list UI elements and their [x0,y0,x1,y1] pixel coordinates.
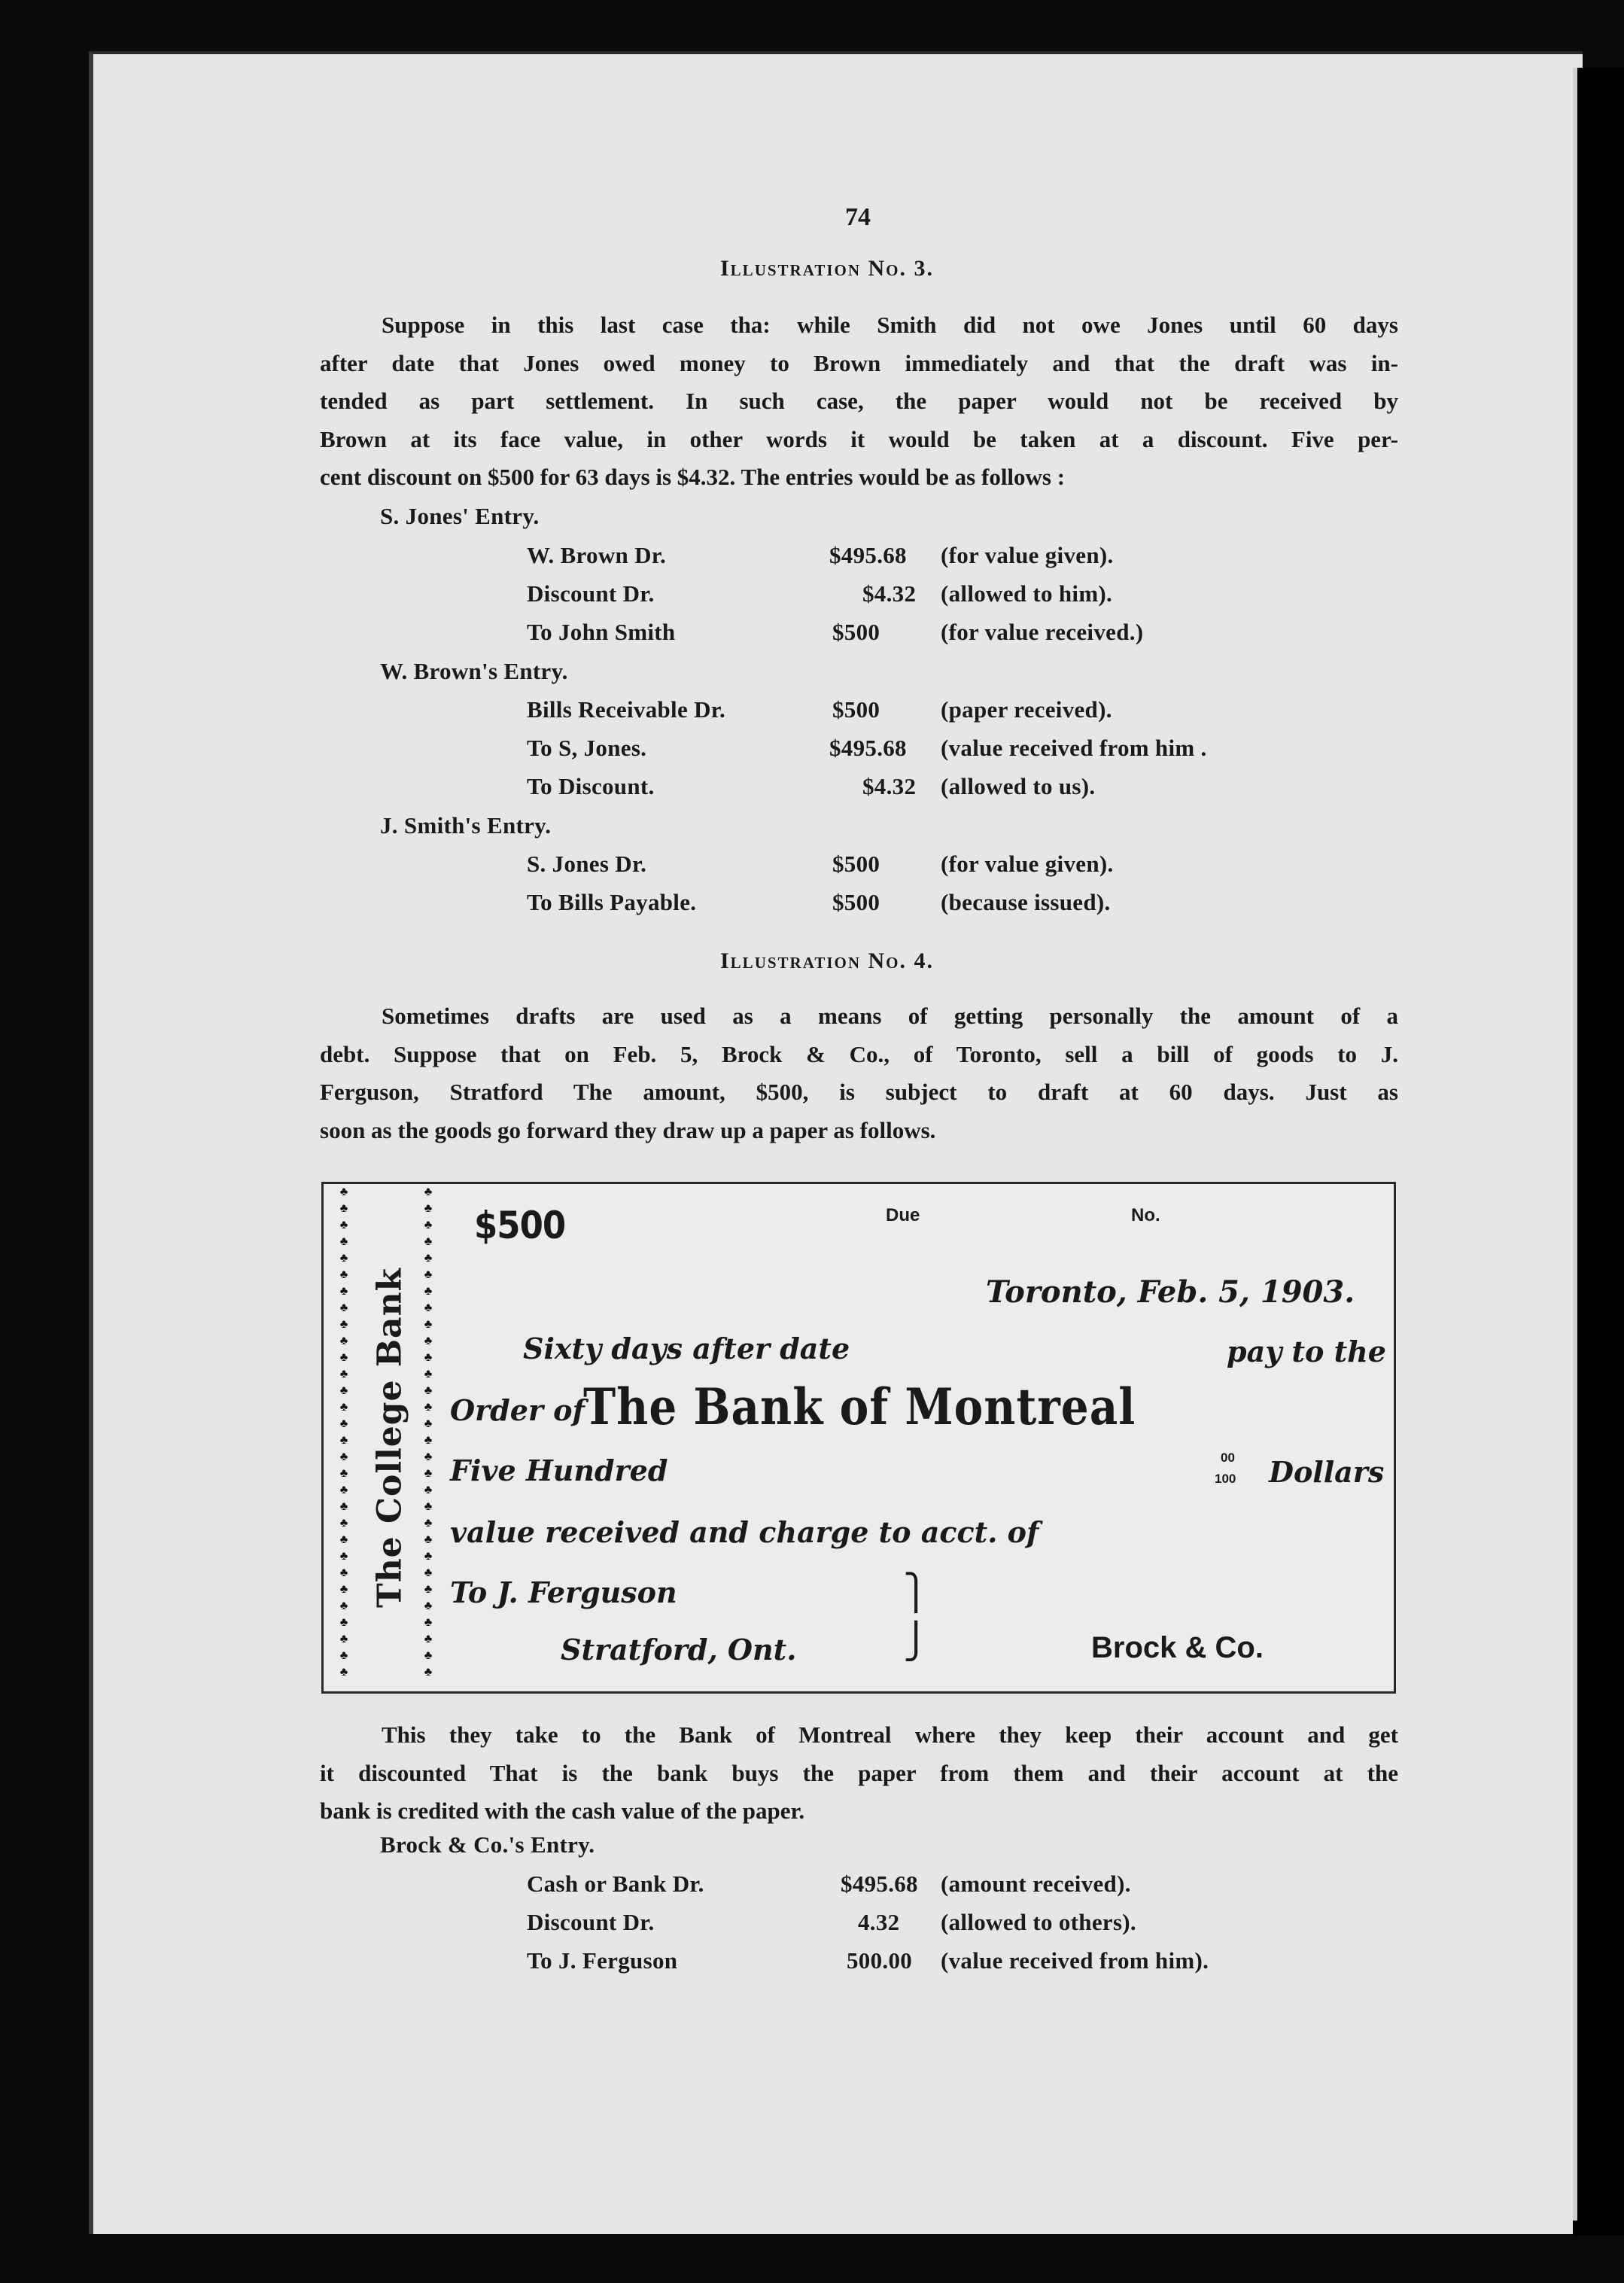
ornament-glyph: ♣ [424,1583,433,1596]
ornament-glyph: ♣ [424,1252,433,1265]
draft-order-of: Order of [450,1393,585,1427]
paragraph-line: tended as part settlement. In such case, the paper would not be received by [320,388,1398,414]
paragraph-line: after date that Jones owed money to Brown immediately and that the draft was in- [320,349,1398,376]
ornament-glyph: ♣ [424,1517,433,1530]
entry-note: (allowed to others). [941,1909,1136,1935]
ornament-glyph: ♣ [339,1235,348,1248]
entry-note: (for value given). [941,851,1114,877]
entry-amount: $500 [832,619,880,645]
ornament-glyph: ♣ [339,1434,348,1447]
entry-amount: $495.68 [829,735,907,761]
ornament-glyph: ♣ [339,1351,348,1364]
ornament-glyph: ♣ [339,1484,348,1496]
ornament-glyph: ♣ [424,1285,433,1298]
entry-title: S. Jones' Entry. [380,503,540,529]
draft-no-label: No. [1131,1205,1160,1225]
draft-place-date: Toronto, Feb. 5, 1903. [986,1274,1355,1310]
paragraph-line: Suppose in this last case tha: while Smith did not owe Jones until 60 days [382,312,1398,338]
draft-amount-words: Five Hundred [450,1454,668,1487]
ornament-glyph: ♣ [339,1318,348,1331]
paragraph-line: cent discount on $500 for 63 days is $4.32. The entries would be as follows : [320,464,1066,490]
entry-amount: $4.32 [862,773,917,799]
entry-account: Discount Dr. [527,1909,655,1935]
ornament-glyph: ♣ [424,1666,433,1679]
entry-note: (allowed to us). [941,773,1096,799]
draft-amount: $500 [474,1204,566,1247]
draft-payee [583,1377,1136,1437]
ornament-glyph: ♣ [339,1533,348,1546]
ornament-glyph: ♣ [339,1600,348,1612]
draft-dollars: Dollars [1269,1455,1385,1489]
entry-note: (for value given). [941,542,1114,568]
ornament-glyph: ♣ [424,1600,433,1612]
draft-bracket-top: ⎫ [903,1572,929,1612]
entry-amount: $500 [832,889,880,915]
ornament-glyph: ♣ [339,1467,348,1480]
ornament-glyph: ♣ [424,1550,433,1563]
ornament-glyph: ♣ [424,1533,433,1546]
page-edge-shadow [1573,68,1624,2236]
entry-note: (amount received). [941,1871,1131,1897]
ornament-glyph: ♣ [339,1633,348,1645]
ornament-glyph: ♣ [339,1186,348,1198]
draft-pay-to: pay to the [1227,1335,1386,1368]
ornament-glyph: ♣ [424,1384,433,1397]
ornament-glyph: ♣ [339,1202,348,1215]
entry-account: To J. Ferguson [527,1947,678,1974]
bank-draft [321,1182,1396,1694]
ornament-glyph: ♣ [424,1649,433,1662]
ornament-glyph: ♣ [424,1450,433,1463]
ornament-glyph: ♣ [339,1301,348,1314]
entry-amount: 4.32 [858,1909,900,1935]
ornament-glyph: ♣ [424,1616,433,1629]
ornament-glyph: ♣ [424,1268,433,1281]
next-page-edge [1573,68,1577,2221]
ornament-glyph: ♣ [424,1401,433,1414]
entry-note: (paper received). [941,696,1112,723]
ornament-glyph: ♣ [339,1335,348,1347]
ornament-glyph: ♣ [424,1351,433,1364]
ornament-glyph: ♣ [339,1252,348,1265]
ornament-glyph: ♣ [339,1285,348,1298]
ornament-glyph: ♣ [339,1417,348,1430]
draft-bank-name: The College Bank [370,1267,409,1609]
illustration-4-paragraph [320,997,1398,1149]
entry-account: To Bills Payable. [527,889,697,915]
paragraph-line: This they take to the Bank of Montreal where they keep their account and get [382,1721,1398,1748]
draft-drawee: To J. Ferguson [450,1575,677,1609]
ornament-glyph: ♣ [339,1550,348,1563]
entry-note: (allowed to him). [941,580,1113,607]
ornament-glyph: ♣ [339,1268,348,1281]
page-number: 74 [845,203,871,231]
ornament-glyph: ♣ [424,1335,433,1347]
ornament-glyph: ♣ [339,1384,348,1397]
entry-note: (because issued). [941,889,1111,915]
ornament-glyph: ♣ [424,1219,433,1231]
entry-note: (value received from him . [941,735,1207,761]
draft-side-label [367,1184,412,1691]
ornament-glyph: ♣ [339,1616,348,1629]
paragraph-line: Ferguson, Stratford The amount, $500, is subject to draft at 60 days. Just as [320,1079,1398,1105]
ornament-glyph: ♣ [339,1583,348,1596]
ornament-glyph: ♣ [424,1434,433,1447]
ornament-glyph: ♣ [339,1649,348,1662]
ornament-glyph: ♣ [424,1633,433,1645]
ornament-glyph: ♣ [424,1202,433,1215]
illustration-3-paragraph [320,306,1398,497]
paragraph-line: Sometimes drafts are used as a means of getting personally the amount of a [382,1003,1398,1029]
draft-cents-bottom: 100 [1215,1472,1236,1486]
ornament-glyph: ♣ [424,1235,433,1248]
ornament-glyph: ♣ [424,1467,433,1480]
illustration-3-heading: Illustration No. 3. [720,256,934,281]
ornament-glyph: ♣ [339,1666,348,1679]
draft-ornament-left [336,1184,352,1691]
entry-title: J. Smith's Entry. [380,812,552,839]
entry-title: W. Brown's Entry. [380,658,568,684]
ornament-glyph: ♣ [424,1318,433,1331]
ornament-glyph: ♣ [339,1566,348,1579]
ornament-glyph: ♣ [339,1450,348,1463]
ornament-glyph: ♣ [424,1500,433,1513]
entry-note: (value received from him). [941,1947,1209,1974]
entry-account: Discount Dr. [527,580,655,607]
entry-amount: 500.00 [847,1947,913,1974]
paragraph-line: Brown at its face value, in other words it would be taken at a discount. Five per- [320,425,1398,452]
entry-account: To Discount. [527,773,655,799]
closing-paragraph [320,1716,1398,1831]
illustration-4-heading: Illustration No. 4. [720,948,934,973]
entry-account: To S, Jones. [527,735,647,761]
ornament-glyph: ♣ [424,1301,433,1314]
ornament-glyph: ♣ [339,1500,348,1513]
ornament-glyph: ♣ [339,1219,348,1231]
ornament-glyph: ♣ [339,1368,348,1380]
paragraph-line: debt. Suppose that on Feb. 5, Brock & Co., of Toronto, sell a bill of goods to J. [320,1040,1398,1067]
entry-amount: $500 [832,696,880,723]
draft-value-line: value received and charge to acct. of [450,1515,1039,1549]
draft-payee-text: The Bank of Montreal [583,1377,1136,1437]
draft-bracket-bottom: ⎭ [903,1621,929,1661]
draft-ornament-right [420,1184,436,1691]
ornament-glyph: ♣ [339,1401,348,1414]
entry-account: To John Smith [527,619,676,645]
ornament-glyph: ♣ [339,1517,348,1530]
entry-amount: $495.68 [841,1871,918,1897]
ornament-glyph: ♣ [424,1566,433,1579]
entry-amount: $4.32 [862,580,917,607]
draft-due-label: Due [886,1205,920,1225]
entry-title: Brock & Co.'s Entry. [380,1831,595,1858]
entry-amount: $495.68 [829,542,907,568]
entry-amount: $500 [832,851,880,877]
draft-cents-top: 00 [1221,1450,1235,1465]
ornament-glyph: ♣ [424,1484,433,1496]
paragraph-line: soon as the goods go forward they draw up a paper as follows. [320,1116,936,1143]
draft-drawee-place: Stratford, Ont. [561,1633,797,1667]
entry-account: Cash or Bank Dr. [527,1871,704,1897]
draft-term-line: Sixty days after date [523,1332,850,1365]
entry-account: Bills Receivable Dr. [527,696,726,723]
ornament-glyph: ♣ [424,1186,433,1198]
entry-note: (for value received.) [941,619,1144,645]
ornament-glyph: ♣ [424,1368,433,1380]
entry-account: W. Brown Dr. [527,542,667,568]
entry-account: S. Jones Dr. [527,851,647,877]
draft-drawer: Brock & Co. [1091,1631,1264,1664]
paragraph-line: it discounted That is the bank buys the paper from them and their account at the [320,1759,1398,1786]
ornament-glyph: ♣ [424,1417,433,1430]
paragraph-line: bank is credited with the cash value of the paper. [320,1797,805,1824]
